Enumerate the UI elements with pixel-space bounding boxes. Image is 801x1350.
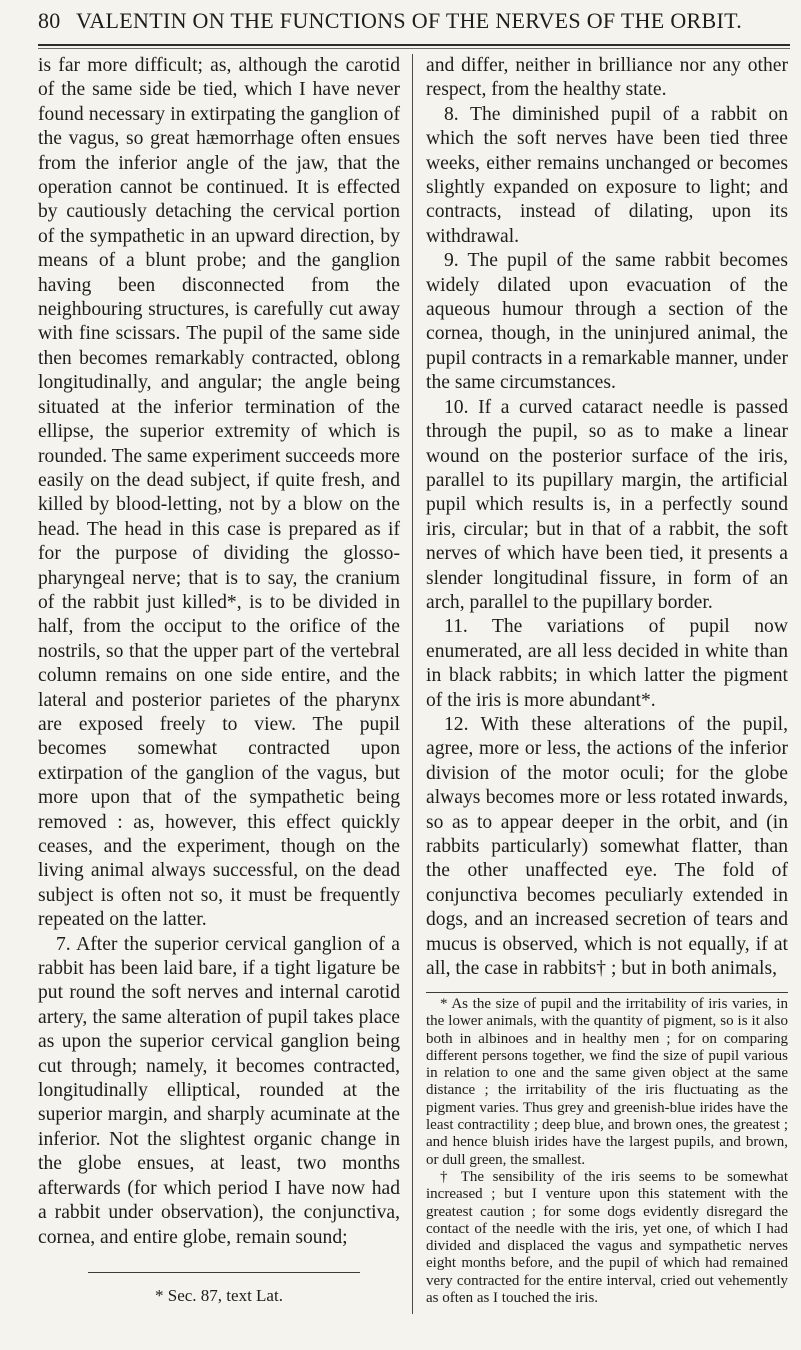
running-head: [38, 8, 778, 42]
paragraph: 11. The variations of pupil now enumerated, are all less decided in white than in black rabbits; in which latter the pigment of the iris is more abundant*.: [426, 616, 788, 711]
page-number: 80: [38, 8, 61, 33]
paragraph: 8. The diminished pupil of a rabbit on which the soft nerves have been tied three weeks, either remains unchanged or becomes slightly expanded on exposure to light; and contracts, instead of dilating, upon its withdrawal.: [426, 103, 788, 247]
column-divider: [412, 54, 413, 1314]
footnote-rule: [88, 1272, 360, 1273]
footnote: † The sensibility of the iris seems to be somewhat increased ; but I venture upon this statement with the greatest caution ; for some dogs evidently disregard the contact of the needle with the iris, yet one, of which I had divided and displaced the vagus and sympathetic nerves eight months before, and the pupil of which had remained very contracted for the entire interval, cried out vehemently as often as I touched the iris.: [426, 1168, 788, 1307]
header-rule: [38, 44, 790, 46]
right-column: [426, 54, 788, 981]
paragraph: is far more difficult; as, although the carotid of the same side be tied, which I have never found necessary in extirpating the ganglion of the vagus, so great hæmorrhage often ensues from the inferior angle of the jaw, that the operation cannot be continued. It is effected by cautiously detaching the cervical portion of the sympathetic in an upward direction, by means of a blunt probe; and the ganglion having been disconnected from the neighbouring structures, is carefully cut away with fine scissars. The pupil of the same side then becomes remarkably contracted, oblong longitudinally, and angular; the angle being situated at the inferior termination of the ellipse, the superior extremity of which is rounded. The same experiment succeeds more easily on the dead subject, if quite fresh, and killed by blood-letting, not by a blow on the head. The head in this case is prepared as if for the purpose of dividing the glosso-pharyngeal nerve; that is to say, the cranium of the rabbit just killed*, is to be divided in half, from the occiput to the orifice of the nostrils, so that the upper part of the vertebral column remains on one side entire, and the lateral and posterior parietes of the pharynx are exposed freely to view. The pupil becomes somewhat contracted upon extirpation of the ganglion of the vagus, but more upon that of the sympathetic being removed : as, however, this effect quickly ceases, and the experiment, though on the living animal always successful, on the dead subject is often not so, it must be frequently repeated on the latter.: [38, 55, 400, 931]
paragraph: 12. With these alterations of the pupil, agree, more or less, the actions of the inferior division of the motor oculi; for the globe always becomes more or less rotated inwards, so as to appear deeper in the orbit, and (in rabbits particularly) somewhat flatter, than the other unaffected eye. The fold of conjunctiva becomes peculiarly extended in dogs, and an increased secretion of tears and mucus is observed, which is not equally, if at all, the case in rabbits† ; but in both animals,: [426, 713, 788, 980]
paragraph: 7. After the superior cervical ganglion of a rabbit has been laid bare, if a tight ligature be put round the soft nerves and internal carotid artery, the same alteration of pupil takes place as upon the superior cervical ganglion being cut through; namely, it becomes contracted, longitudinally elliptical, rounded at the superior margin, and sharply acuminate at the inferior. Not the slightest organic change in the globe ensues, at least, two months afterwards (for which period I have now had a rabbit under observation), the conjunctiva, cornea, and entire globe, remain sound;: [38, 933, 400, 1248]
paragraph: 9. The pupil of the same rabbit becomes widely dilated upon evacuation of the aqueous humour through a section of the cornea, though, in the uninjured animal, the pupil contracts in a remarkable manner, under the same circumstances.: [426, 250, 788, 394]
footnote: * As the size of pupil and the irritability of iris varies, in the lower animals, with the quantity of pigment, so is it also both in albinoes and in healthy men ; for on comparing different persons together, we find the size of pupil various in relation to one and the same given object at the same distance ; the irritability of the iris fluctuating as the pigment varies. Thus grey and greenish-blue irides have the least contractility ; deep blue, and brown ones, the greatest ; and hence bluish irides have the largest pupils, and brown, or dull green, the smallest.: [426, 996, 788, 1168]
paragraph: 10. If a curved cataract needle is passed through the pupil, so as to make a linear wound on the posterior surface of the iris, parallel to its pupillary margin, the artificial pupil which results is, in a perfectly sound iris, circular; but in that of a rabbit, the soft nerves of which have been tied, it presents a slender longitudinal fissure, in form of an arch, parallel to the pupillary border.: [426, 396, 788, 613]
running-title: VALENTIN ON THE FUNCTIONS OF THE NERVES OF THE ORBIT.: [76, 8, 743, 33]
footnote-rule: [426, 992, 788, 993]
footnote: * Sec. 87, text Lat.: [155, 1286, 283, 1305]
footnotes: [426, 996, 788, 1307]
header-rule-thin: [38, 48, 790, 49]
left-column: [38, 54, 400, 1250]
paragraph: and differ, neither in brilliance nor any other respect, from the healthy state.: [426, 55, 788, 101]
